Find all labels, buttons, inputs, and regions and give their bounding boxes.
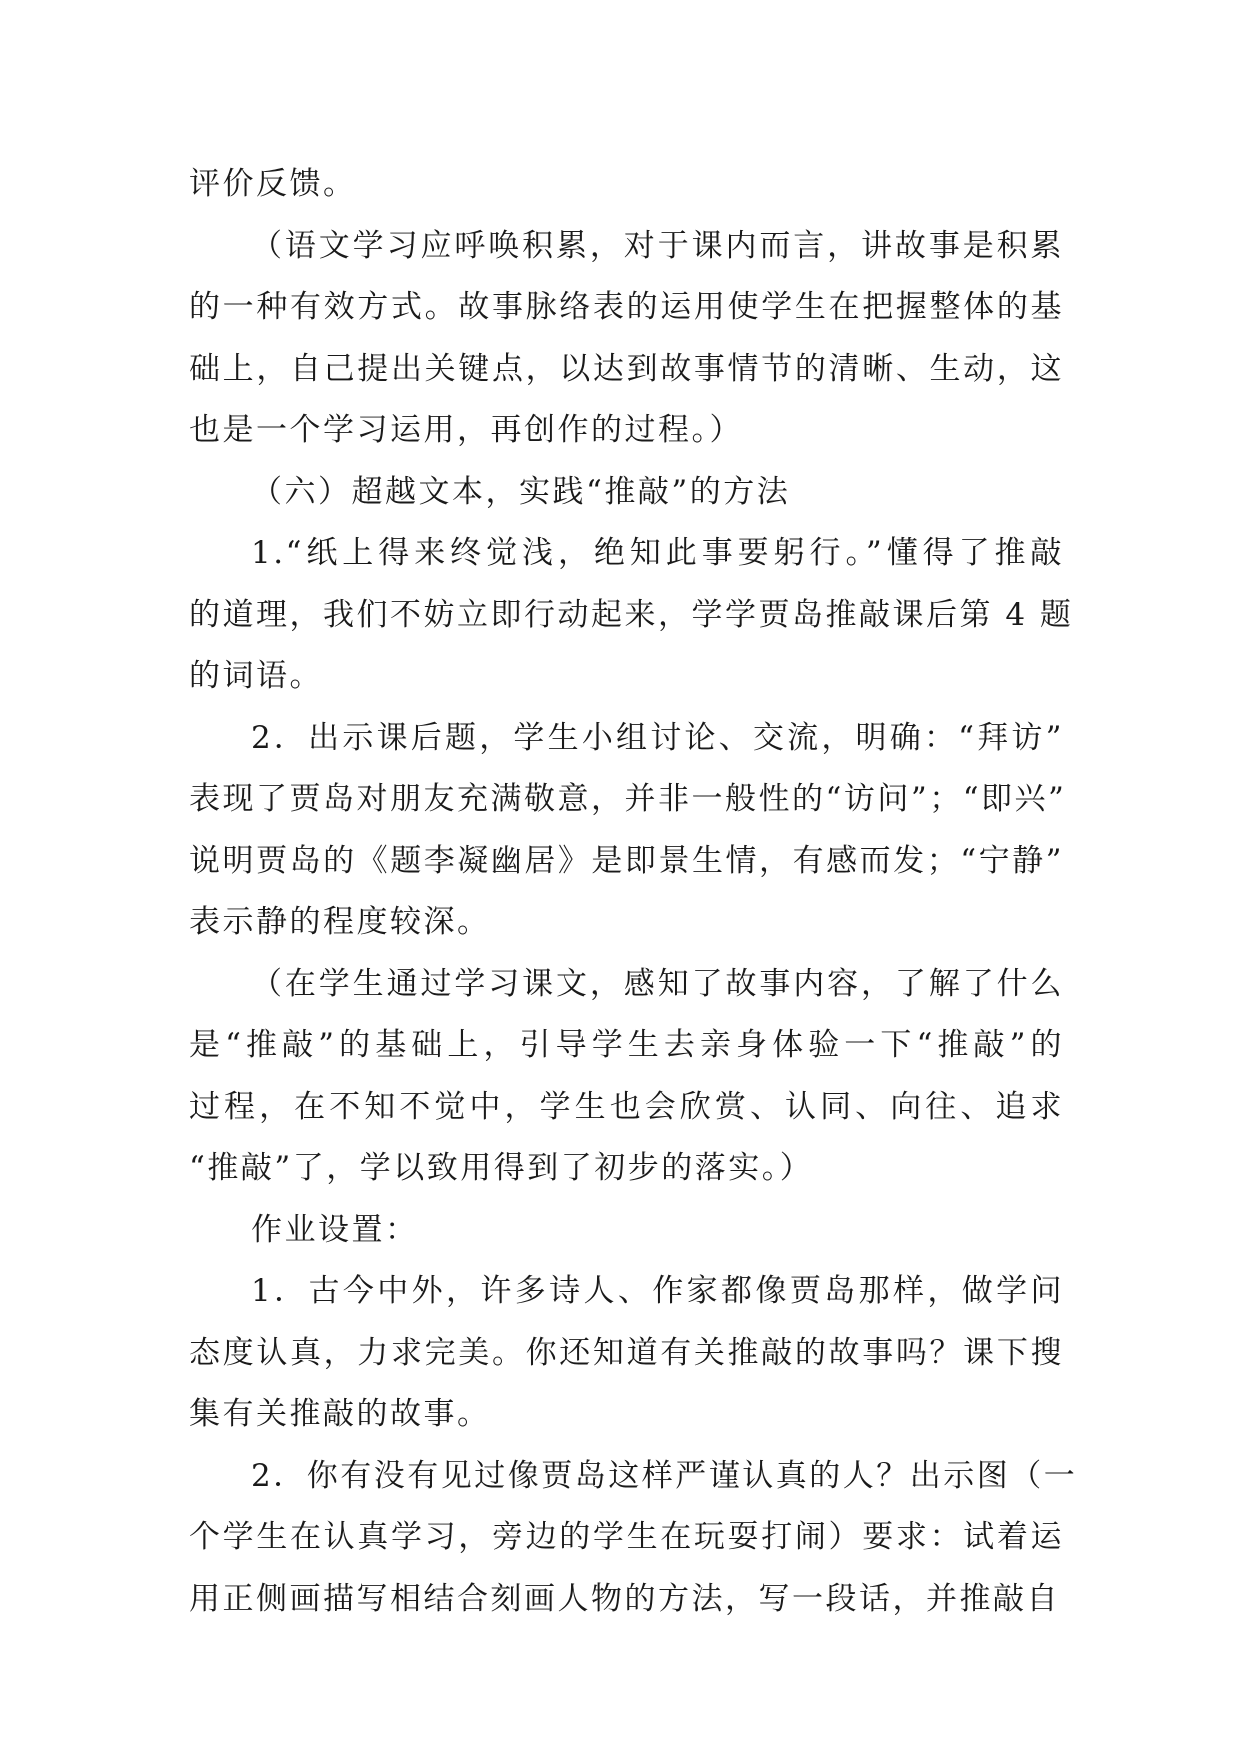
text-line: 1.“纸上得来终觉浅，绝知此事要躬行。”懂得了推敲 [251, 535, 1064, 571]
text-line: 集有关推敲的故事。 [189, 1396, 491, 1432]
paragraph-homework-2 [189, 1446, 1078, 1631]
paragraph-note-practice [189, 954, 1064, 1200]
text-line: 个学生在认真学习，旁边的学生在玩耍打闹）要求：试着运 [189, 1519, 1064, 1555]
text-line: 态度认真，力求完美。你还知道有关推敲的故事吗？课下搜 [189, 1334, 1064, 1371]
text-line: 的词语。 [189, 658, 323, 694]
paragraph-homework-1 [189, 1261, 1064, 1446]
text-line: （在学生通过学习课文，感知了故事内容，了解了什么 [251, 965, 1064, 1002]
paragraph-homework-title [189, 1200, 1064, 1262]
text-line: 过程，在不知不觉中，学生也会欣赏、认同、向往、追求 [189, 1088, 1064, 1125]
text-line: （六）超越文本，实践“推敲”的方法 [251, 473, 791, 510]
text-line: 表现了贾岛对朋友充满敬意，并非一般性的“访问”；“即兴” [189, 781, 1067, 817]
text-line: 用正侧画描写相结合刻画人物的方法，写一段话，并推敲自 [189, 1580, 1060, 1617]
paragraph-note-story [189, 216, 1064, 462]
text-line: 2．出示课后题，学生小组讨论、交流，明确：“拜访” [251, 719, 1064, 756]
text-line: （语文学习应呼唤积累，对于课内而言，讲故事是积累 [251, 227, 1064, 264]
text-line: 评价反馈。 [189, 166, 357, 202]
paragraph-item-1 [189, 523, 1074, 708]
text-line: 说明贾岛的《题李凝幽居》是即景生情，有感而发；“宁静” [189, 842, 1064, 879]
text-line: “推敲”了，学以致用得到了初步的落实。） [189, 1150, 814, 1186]
text-line: 的道理，我们不妨立即行动起来，学学贾岛推敲课后第 4 题 [189, 596, 1074, 633]
text-line: 1．古今中外，许多诗人、作家都像贾岛那样，做学问 [251, 1273, 1064, 1309]
paragraph-section-six [189, 462, 1064, 524]
text-line: 2．你有没有见过像贾岛这样严谨认真的人？出示图（一 [251, 1457, 1078, 1494]
text-line: 的一种有效方式。故事脉络表的运用使学生在把握整体的基 [189, 289, 1064, 325]
text-line: 也是一个学习运用，再创作的过程。） [189, 412, 743, 448]
text-line: 是“推敲”的基础上，引导学生去亲身体验一下“推敲”的 [189, 1027, 1064, 1063]
text-line: 作业设置： [251, 1211, 419, 1248]
paragraph-item-2 [189, 708, 1067, 954]
text-line: 表示静的程度较深。 [189, 904, 491, 940]
paragraph-feedback-tail [189, 154, 1064, 216]
document-body [189, 154, 1078, 1630]
text-line: 础上，自己提出关键点，以达到故事情节的清晰、生动，这 [189, 350, 1064, 387]
